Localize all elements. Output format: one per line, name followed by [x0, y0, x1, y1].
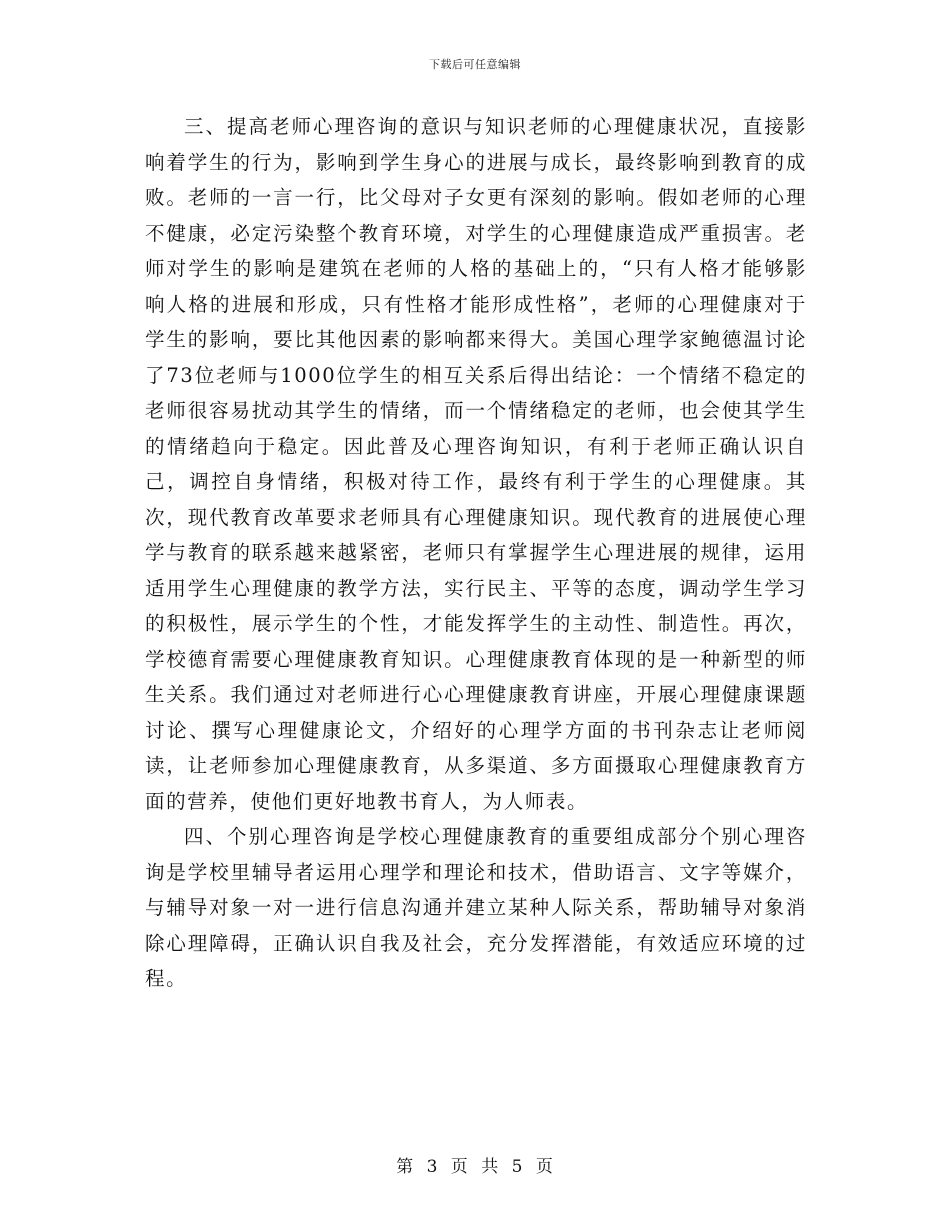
- footer-prefix: 第: [396, 1157, 415, 1177]
- page-header: [0, 56, 950, 72]
- footer-total-prefix: 共: [481, 1157, 500, 1177]
- paragraph-section-four: 四、个别心理咨询是学校心理健康教育的重要组成部分个别心理咨询是学校里辅导者运用心理学和理论和技术，借助语言、文字等媒介，与辅导对象一对一进行信息沟通并建立某种人际关系，帮助辅导对象消除心理障碍，正确认识自我及社会，充分发挥潜能，有效适应环境的过程。: [145, 825, 807, 990]
- footer-page-number: 3: [426, 1157, 439, 1177]
- paragraph-section-three: 三、提高老师心理咨询的意识与知识老师的心理健康状况，直接影响着学生的行为，影响到学生身心的进展与成长，最终影响到教育的成败。老师的一言一行，比父母对子女更有深刻的影响。假如老师的心理不健康，必定污染整个教育环境，对学生的心理健康造成严重损害。老师对学生的影响是建筑在老师的人格的基础上的，“只有人格才能够影响人格的进展和形成，只有性格才能形成性格”，老师的心理健康对于学生的影响，要比其他因素的影响都来得大。美国心理学家鲍德温讨论了73位老师与1000位学生的相互关系后得出结论：一个情绪不稳定的老师很容易扰动其学生的情绪，而一个情绪稳定的老师，也会使其学生的情绪趋向于稳定。因此普及心理咨询知识，有利于老师正确认识自己，调控自身情绪，积极对待工作，最终有利于学生的心理健康。其次，现代教育改革要求老师具有心理健康知识。现代教育的进展使心理学与教育的联系越来越紧密，老师只有掌握学生心理进展的规律，运用适用学生心理健康的教学方法，实行民主、平等的态度，调动学生学习的积极性，展示学生的个性，才能发挥学生的主动性、制造性。再次，学校德育需要心理健康教育知识。心理健康教育体现的是一种新型的师生关系。我们通过对老师进行心心理健康教育讲座，开展心理健康课题讨论、撰写心理健康论文，介绍好的心理学方面的书刊杂志让老师阅读，让老师参加心理健康教育，从多渠道、多方面摄取心理健康教育方面的营养，使他们更好地教书育人，为人师表。: [145, 115, 807, 813]
- footer-page-label: 页: [450, 1157, 469, 1177]
- header-text: 下载后可任意编辑: [429, 58, 521, 71]
- footer-total-suffix: 页: [535, 1157, 554, 1177]
- page-footer: [0, 1152, 950, 1177]
- footer-total-pages: 5: [511, 1157, 524, 1177]
- document-body: [145, 109, 807, 997]
